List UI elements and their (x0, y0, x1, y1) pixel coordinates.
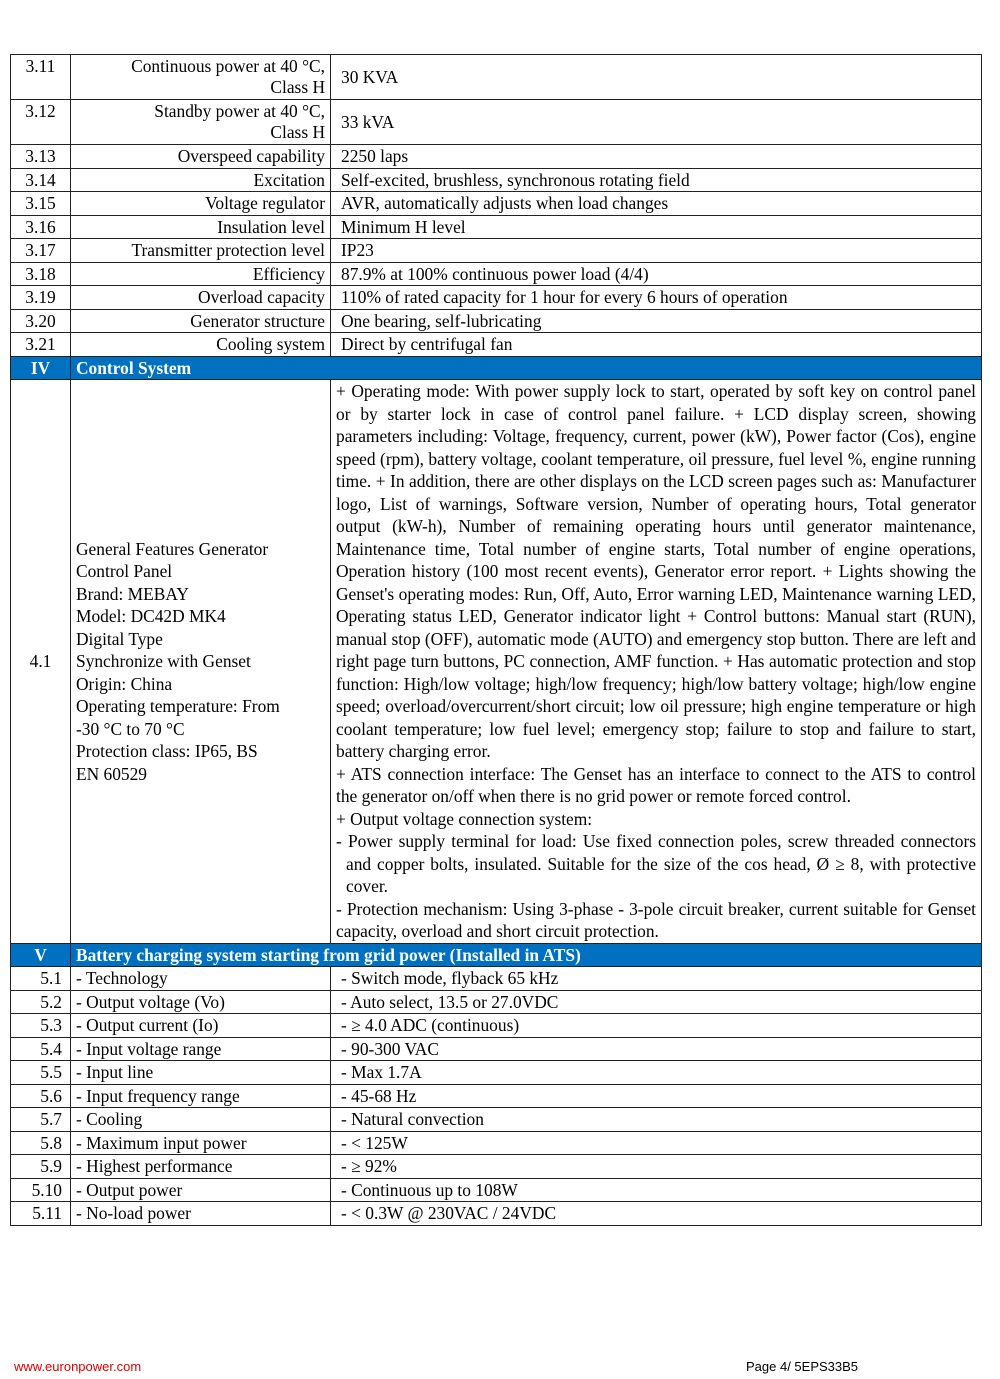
row-number: 5.5 (11, 1061, 71, 1085)
control-system-description (331, 380, 982, 944)
row-value: - 45-68 Hz (331, 1084, 982, 1108)
table-row (11, 168, 982, 192)
row-number: 3.18 (11, 262, 71, 286)
footer-website-link[interactable]: www.euronpower.com (14, 1359, 142, 1374)
row-number: 5.1 (11, 967, 71, 991)
row-number: 5.3 (11, 1014, 71, 1038)
feature-line: Operating temperature: From (76, 696, 280, 716)
table-row (11, 1178, 982, 1202)
table-row (11, 100, 982, 145)
feature-line: Control Panel (76, 561, 173, 581)
description-bullet: + Operating mode: With power supply lock to start, operated by soft key on control panel or by starter lock in case of control panel failure. (336, 381, 976, 424)
row-value: - Max 1.7A (331, 1061, 982, 1085)
row-number: 5.4 (11, 1037, 71, 1061)
row-label (71, 55, 331, 100)
row-number: 5.10 (11, 1178, 71, 1202)
row-number: 3.15 (11, 192, 71, 216)
table-row (11, 1131, 982, 1155)
row-value: 2250 laps (331, 145, 982, 169)
row-number: 3.19 (11, 286, 71, 310)
row-value: - Natural convection (331, 1108, 982, 1132)
description-bullet: + Has automatic protection and stop function: High/low voltage; high/low frequency; high/low battery voltage; high/low engine speed; overload/overcurrent/short circuit; low oil pressure; high engine temperature or high coolant temperature; low fuel level; emergency stop; failure to stop and failure to start, battery charging error. (336, 651, 976, 761)
row-value: - ≥ 92% (331, 1155, 982, 1179)
row-label: - Output voltage (Vo) (71, 990, 331, 1014)
spec-table (10, 54, 982, 1226)
row-value: IP23 (331, 239, 982, 263)
row-label: - Input line (71, 1061, 331, 1085)
description-subitem: - Power supply terminal for load: Use fixed connection poles, screw threaded connectors and copper bolts, insulated. Suitable for the size of the cos head, Ø ≥ 8, with protective cover. (336, 831, 976, 896)
row-number: 5.11 (11, 1202, 71, 1226)
section-number: IV (11, 356, 71, 380)
table-row (11, 380, 982, 944)
row-label: Generator structure (71, 309, 331, 333)
row-label: - Technology (71, 967, 331, 991)
section-number: V (11, 943, 71, 967)
row-value: AVR, automatically adjusts when load changes (331, 192, 982, 216)
row-number: 5.6 (11, 1084, 71, 1108)
row-number: 5.8 (11, 1131, 71, 1155)
section-title: Control System (71, 356, 982, 380)
section-header-control-system (11, 356, 982, 380)
row-number: 3.20 (11, 309, 71, 333)
table-row (11, 262, 982, 286)
table-row (11, 286, 982, 310)
row-value: - Switch mode, flyback 65 kHz (331, 967, 982, 991)
row-label-line: Class H (270, 77, 325, 97)
row-label: - Input voltage range (71, 1037, 331, 1061)
row-number: 3.17 (11, 239, 71, 263)
table-row (11, 1108, 982, 1132)
table-row (11, 967, 982, 991)
row-value: 110% of rated capacity for 1 hour for every 6 hours of operation (331, 286, 982, 310)
row-label: - Cooling (71, 1108, 331, 1132)
description-bullet: + LCD display screen, showing parameters including: Voltage, frequency, current, power (kW), Power factor (Cos), engine speed (rpm), battery voltage, coolant temperature, oil pressure, fuel level %, engine running time. (336, 403, 976, 491)
feature-line: -30 °C to 70 °C (76, 718, 185, 739)
row-number: 5.9 (11, 1155, 71, 1179)
row-value: - 90-300 VAC (331, 1037, 982, 1061)
table-row (11, 1155, 982, 1179)
row-value: - Auto select, 13.5 or 27.0VDC (331, 990, 982, 1014)
row-label: - Maximum input power (71, 1131, 331, 1155)
table-row (11, 1061, 982, 1085)
table-row (11, 1202, 982, 1226)
row-number: 3.14 (11, 168, 71, 192)
table-row (11, 333, 982, 357)
feature-line: Model: DC42D MK4 (76, 606, 226, 626)
description-item: + Output voltage connection system: (336, 808, 593, 829)
row-label: - No-load power (71, 1202, 331, 1226)
row-value: Minimum H level (331, 215, 982, 239)
feature-line: Digital Type (76, 628, 163, 649)
footer-page-number: Page 4/ 5EPS33B5 (746, 1359, 859, 1374)
description-bullet: + Lights showing the Genset's operating modes: Run, Off, Auto, Error warning LED, Maintenance warning LED, Operating status LED, Generator indicator light (336, 561, 977, 626)
row-number: 3.16 (11, 215, 71, 239)
table-row (11, 145, 982, 169)
description-bullet: + In addition, there are other displays on the LCD screen pages such as: Manufacturer logo, List of warnings, Software version, Number of operating hours, Total generator output (kW-h), Number of remaining operating hours until generator maintenance, Maintenance time, Total number of engine starts, Total number of engine operations, Operation history (100 most recent events), Generator error report. (336, 471, 976, 581)
row-value: - Continuous up to 108W (331, 1178, 982, 1202)
row-number: 4.1 (11, 380, 71, 944)
section-header-battery-charging (11, 943, 982, 967)
row-value: Self-excited, brushless, synchronous rotating field (331, 168, 982, 192)
row-value: One bearing, self-lubricating (331, 309, 982, 333)
row-value: 87.9% at 100% continuous power load (4/4) (331, 262, 982, 286)
row-label: Cooling system (71, 333, 331, 357)
row-number: 3.21 (11, 333, 71, 357)
feature-line: Origin: China (76, 673, 173, 694)
feature-line: Synchronize with Genset (76, 651, 251, 671)
row-label: Transmitter protection level (71, 239, 331, 263)
row-number: 3.12 (11, 100, 71, 145)
row-number: 3.13 (11, 145, 71, 169)
spec-table-body (11, 55, 982, 1226)
row-value: Direct by centrifugal fan (331, 333, 982, 357)
table-row (11, 309, 982, 333)
table-row (11, 215, 982, 239)
feature-line: EN 60529 (76, 763, 148, 784)
description-item: - Protection mechanism: Using 3-phase - 3-pole circuit breaker, current suitable for Genset capacity, overload and short circuit protection. (336, 898, 976, 941)
control-panel-features (71, 380, 331, 944)
row-number: 3.11 (11, 55, 71, 100)
feature-line: Protection class: IP65, BS (76, 741, 258, 761)
table-row (11, 1037, 982, 1061)
row-label: Overload capacity (71, 286, 331, 310)
row-label: - Input frequency range (71, 1084, 331, 1108)
row-number: 5.7 (11, 1108, 71, 1132)
table-row (11, 239, 982, 263)
row-value: - ≥ 4.0 ADC (continuous) (331, 1014, 982, 1038)
table-row (11, 55, 982, 100)
row-label: Overspeed capability (71, 145, 331, 169)
row-label (71, 100, 331, 145)
feature-line: General Features Generator (76, 538, 269, 559)
table-row (11, 1014, 982, 1038)
row-label: Efficiency (71, 262, 331, 286)
feature-line: Brand: MEBAY (76, 583, 189, 604)
row-label: Insulation level (71, 215, 331, 239)
row-label: Excitation (71, 168, 331, 192)
description-item: + ATS connection interface: The Genset has an interface to connect to the ATS to control the generator on/off when there is no grid power or remote forced control. (336, 763, 976, 806)
row-label-line: Continuous power at 40 °C, (131, 55, 325, 76)
row-label-line: Standby power at 40 °C, (154, 100, 325, 121)
table-row (11, 990, 982, 1014)
row-number: 5.2 (11, 990, 71, 1014)
row-label-line: Class H (270, 122, 325, 142)
section-title: Battery charging system starting from grid power (Installed in ATS) (71, 943, 982, 967)
table-row (11, 1084, 982, 1108)
row-value: - < 0.3W @ 230VAC / 24VDC (331, 1202, 982, 1226)
description-bullet: + Control buttons: Manual start (RUN), manual stop (OFF), automatic mode (AUTO) and emergency stop button. There are left and right page turn buttons, PC connection, AMF function. (336, 606, 976, 671)
row-label: - Highest performance (71, 1155, 331, 1179)
row-value: - < 125W (331, 1131, 982, 1155)
row-value: 30 KVA (331, 55, 982, 100)
row-label: - Output power (71, 1178, 331, 1202)
row-label: Voltage regulator (71, 192, 331, 216)
row-value: 33 kVA (331, 100, 982, 145)
table-row (11, 192, 982, 216)
row-label: - Output current (Io) (71, 1014, 331, 1038)
